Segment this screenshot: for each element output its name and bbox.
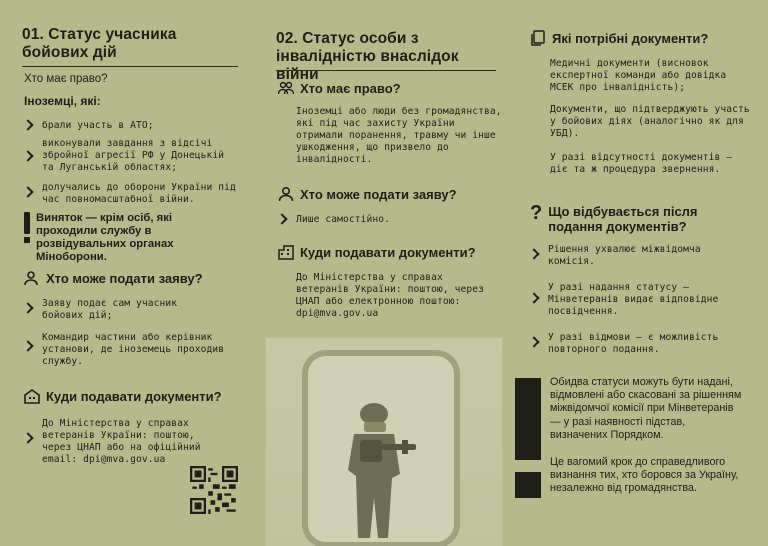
qr-code[interactable] <box>190 466 238 514</box>
list-item: До Міністерства у справах ветеранів України: поштою, через ЦНАП або на офіційний email: dpi@mva.gov.ua <box>24 418 238 466</box>
who-text: Іноземці або люди без громадянства, які під час захисту України отримали поранення, травму чи інше ушкодження, що призвело до інвалідності. <box>296 106 502 165</box>
where-heading: Куди подавати документи? <box>278 244 476 260</box>
where-heading: Куди подавати документи? <box>24 388 240 404</box>
apply-heading: Хто може подати заяву? <box>24 270 240 286</box>
foreigners-label: Іноземці, які: <box>24 94 101 108</box>
list-item: Командир частини або керівник установи, де іноземець проходив службу. <box>24 332 238 368</box>
chevron-right-icon <box>528 248 539 259</box>
list-item: Лише самостійно. <box>278 214 498 226</box>
question-icon: ? <box>530 202 543 224</box>
section-title-2: 02. Статус особи з інвалідністю внаслідок війни <box>276 30 459 83</box>
doc-item: Медичні документи (висновок експертної команди або довідка МСЕК про інвалідність); <box>550 58 727 93</box>
building-icon <box>24 388 40 404</box>
chevron-right-icon <box>276 213 287 224</box>
doc-item: У разі відсутності документів — діє та ж процедура звернення. <box>550 152 733 175</box>
exception-note: Виняток — крім осіб, які проходили службу в розвідувальних органах Міноборони. <box>24 212 240 264</box>
exclamation-icon <box>515 378 541 498</box>
list-item: У разі відмови — є можливість повторного подання. <box>530 332 750 356</box>
person-edit-icon <box>24 270 40 286</box>
where-text: До Міністерства у справах ветеранів України: поштою, через ЦНАП або електронною поштою: dpi@mva.gov.ua <box>296 272 485 319</box>
person-icon <box>278 186 294 202</box>
note-statuses: Обидва статуси можуть бути надані, відмовлені або скасовані за рішенням міжвідомчої комісії при Мінветеранів — у разі наявності підстав, визначених Порядком. <box>550 376 742 441</box>
who-heading: Хто має право? <box>24 73 108 85</box>
docs-heading: Які потрібні документи? <box>530 30 708 46</box>
list-item: виконували завдання з відсічі збройної агресії РФ у Донецькій та Луганській областях; <box>24 138 238 174</box>
people-icon <box>278 80 294 96</box>
list-item: У разі надання статусу — Мінветеранів видає відповідне посвідчення. <box>530 282 750 318</box>
documents-icon <box>530 30 546 46</box>
chevron-right-icon <box>22 340 33 351</box>
note-recognition: Це вагомий крок до справедливого визнання тих, хто боровся за Україну, незалежно від громадянства. <box>550 456 739 495</box>
chevron-right-icon <box>22 119 33 130</box>
soldier-figure <box>338 400 418 540</box>
chevron-right-icon <box>22 302 33 313</box>
chevron-right-icon <box>22 432 33 443</box>
chevron-right-icon <box>22 150 33 161</box>
list-item: Заяву подає сам учасник бойових дій; <box>24 298 238 322</box>
doc-item: Документи, що підтверджують участь у бойових діях (аналогічно як для УБД). <box>550 104 750 139</box>
chevron-right-icon <box>22 186 33 197</box>
list-item: Рішення ухвалює міжвідомча комісія. <box>530 244 750 268</box>
section-title-1: 01. Статус учасника бойових дій <box>22 26 177 61</box>
after-heading: ? Що відбувається після подання документів? <box>530 202 698 234</box>
chevron-right-icon <box>528 292 539 303</box>
exclamation-icon <box>24 212 30 243</box>
chevron-right-icon <box>528 336 539 347</box>
list-item: брали участь в АТО; <box>24 120 238 132</box>
divider <box>276 70 496 71</box>
building-icon <box>278 244 294 260</box>
soldier-phone-illustration <box>266 338 502 546</box>
divider <box>22 66 238 67</box>
who-heading: Хто має право? <box>278 80 401 96</box>
apply-heading: Хто може подати заяву? <box>278 186 457 202</box>
list-item: долучались до оборони України під час повномасштабної війни. <box>24 182 238 206</box>
column-documents <box>528 0 750 546</box>
column-combatant-status <box>22 0 240 546</box>
